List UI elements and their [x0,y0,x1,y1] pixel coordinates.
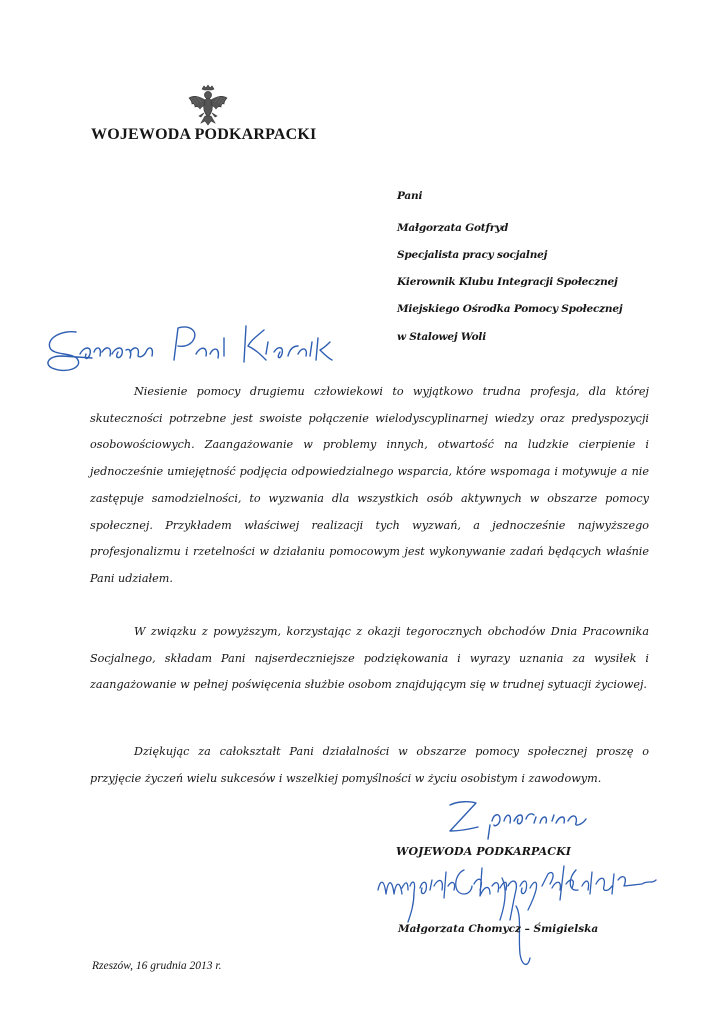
handwritten-signature-icon [372,850,662,978]
polish-eagle-emblem-icon [186,83,230,127]
recipient-line: Małgorzata Gotfryd [397,222,509,234]
recipient-line: Specjalista pracy socjalnej [397,249,548,261]
issuer-heading: WOJEWODA PODKARPACKI [91,126,317,143]
signatory-name: Małgorzata Chomycz – Śmigielska [398,923,599,935]
letter-paragraph: Niesienie pomocy drugiemu człowiekowi to wyjątkowo trudna profesja, dla której skuteczności potrzebne jest swoiste połączenie wielodyscyplinarnej wiedzy oraz predyspozycji osobowościowych. Zaangażowanie w problemy innych, otwartość na ludzkie cierpienie i jednocześnie umiejętność podjęcia odpowiedzialnego wsparcia, które wspomaga i motywuje a nie zastępuje samodzielności, to wyzwania dla wszystkich osób aktywnych w obszarze pomocy społecznej. Przykładem właściwej realizacji tych wyzwań, a jednocześnie najwyższego profesjonalizmu i rzetelności w działaniu pomocowym jest wykonywanie zadań będących właśnie Pani udziałem. [90,385,649,585]
place-and-date: Rzeszów, 16 grudnia 2013 r. [92,960,222,972]
letter-paragraph: W związku z powyższym, korzystając z okazji tegorocznych obchodów Dnia Pracownika Socjalnego, składam Pani najserdeczniejsze podziękowania i wyrazy uznania za wysiłek i zaangażowanie w pełnej poświęcenia służbie osobom znajdującym się w trudnej sytuacji życiowej. [90,625,649,692]
handwritten-salutation [40,316,340,378]
recipient-line: w Stalowej Woli [397,331,487,343]
recipient-line: Miejskiego Ośrodka Pomocy Społecznej [397,303,623,315]
letter-paragraph: Dziękując za całokształt Pani działalności w obszarze pomocy społecznej proszę o przyjęcie życzeń wielu sukcesów i wszelkiej pomyślności w życiu osobistym i zawodowym. [90,745,649,785]
signatory-title: WOJEWODA PODKARPACKI [396,845,572,858]
recipient-line: Pani [397,190,423,202]
recipient-line: Kierownik Klubu Integracji Społecznej [397,276,618,288]
handwritten-closing [440,795,590,841]
